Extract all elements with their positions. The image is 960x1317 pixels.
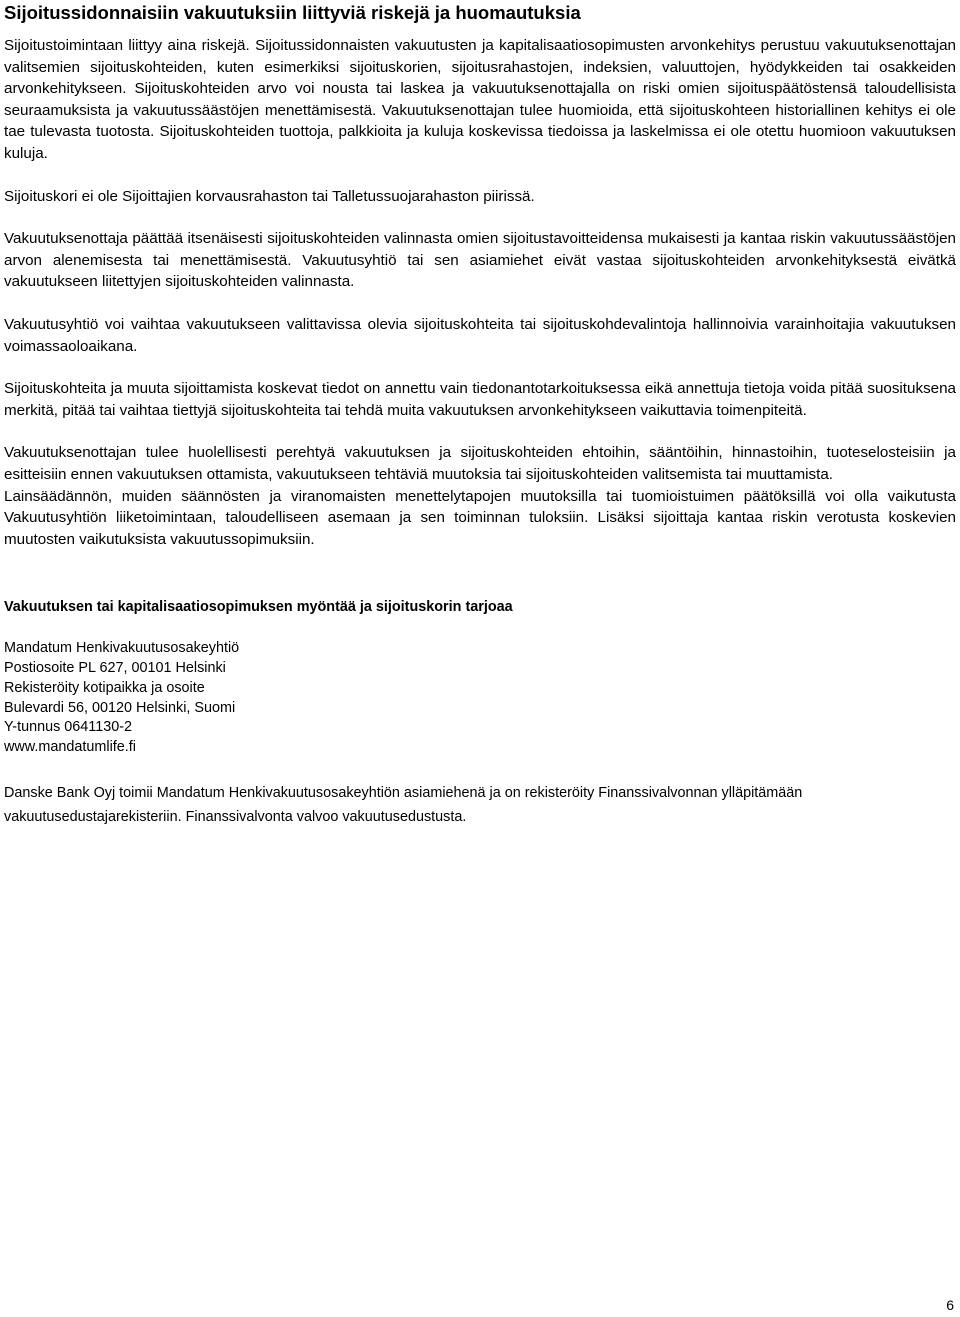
postal-address: Postiosoite PL 627, 00101 Helsinki <box>4 660 226 677</box>
agent-notice: Danske Bank Oyj toimii Mandatum Henkivakuutusosakeyhtiön asiamiehenä ja on rekisteröity Finanssivalvonnan ylläpitämään vakuutusedustajarekisteriin. Finanssivalvonta valvoo vakuutusedustusta. <box>4 785 803 826</box>
paragraph-terms-familiarization: Vakuutuksenottajan tulee huolellisesti perehtyä vakuutuksen ja sijoituskohteiden ehtoihin, sääntöihin, hinnastoihin, tuoteselosteisiin ja esitteisiin ennen vakuutuksen ottamista, vakuutukseen tehtäviä muutoksia tai sijoituskohteiden valitsemista tai muuttamista. <box>4 444 956 483</box>
paragraph-policyholder-decisions: Vakuutuksenottaja päättää itsenäisesti sijoituskohteiden valinnasta omien sijoitustavoitteidensa mukaisesti ja kantaa riskin vakuutussäästöjen arvon alenemisesta tai menettämisestä. Vakuutusyhtiö tai sen asiamiehet eivät vastaa sijoituskohteiden arvonkehityksestä eivätkä vakuutukseen liitettyjen sijoituskohteiden valinnasta. <box>4 230 956 291</box>
paragraph-information-purpose: Sijoituskohteita ja muuta sijoittamista koskevat tiedot on annettu vain tiedonantotarkoituksessa eikä annettuja tietoja voida pitää suosituksena merkitä, pitää tai vaihtaa tiettyjä sijoituskohteita tai tehdä muita vakuutuksen arvonkehitykseen vaikuttavia toimenpiteitä. <box>4 380 956 419</box>
website-link[interactable]: www.mandatumlife.fi <box>4 739 136 756</box>
registered-office-label: Rekisteröity kotipaikka ja osoite <box>4 679 205 696</box>
page-title: Sijoitussidonnaisiin vakuutuksiin liittyviä riskejä ja huomautuksia <box>4 2 581 23</box>
page-number: 6 <box>946 1297 954 1313</box>
company-name: Mandatum Henkivakuutusosakeyhtiö <box>4 640 240 657</box>
paragraph-compensation-fund: Sijoituskori ei ole Sijoittajien korvausrahaston tai Talletussuojarahaston piirissä. <box>4 187 535 205</box>
street-address: Bulevardi 56, 00120 Helsinki, Suomi <box>4 699 236 716</box>
business-id: Y-tunnus 0641130-2 <box>4 719 133 736</box>
paragraph-legislation-changes: Lainsäädännön, muiden säännösten ja viranomaisten menettelytapojen muutoksilla tai tuomioistuimen päätöksillä voi olla vaikutusta Vakuutusyhtiön liiketoimintaan, taloudelliseen asemaan ja sen toiminnan tuloksiin. Lisäksi sijoittaja kantaa riskin verotusta koskevien muutosten vaikutuksista vakuutussopimuksiin. <box>4 487 956 548</box>
paragraph-fund-changes: Vakuutusyhtiö voi vaihtaa vakuutukseen valittavissa olevia sijoituskohteita tai sijoituskohdevalintoja hallinnoivia varainhoitajia vakuutuksen voimassaoloaikana. <box>4 315 956 355</box>
issuer-heading: Vakuutuksen tai kapitalisaatiosopimuksen myöntää ja sijoituskorin tarjoaa <box>4 599 513 616</box>
paragraph-investment-risks: Sijoitustoimintaan liittyy aina riskejä. Sijoitussidonnaisten vakuutusten ja kapitalisaatiosopimusten arvonkehitys perustuu vakuutuksenottajan valitsemien sijoituskohteiden, kuten esimerkiksi sijoituskorien, sijoitusrahastojen, indeksien, valuuttojen, hyödykkeiden tai osakkeiden arvonkehitykseen. Sijoituskohteiden arvo voi nousta tai laskea ja vakuutuksenottajalla on riski omien sijoituspäätöstensä taloudellisista seuraamuksista ja vakuutussäästöjen menettämisestä. Vakuutuksenottajan tulee huomioida, että sijoituskohteen historiallinen kehitys ei ole tae tulevasta tuotosta. Sijoituskohteiden tuottoja, palkkioita ja kuluja koskevissa tiedoissa ja laskelmissa ei ole otettu huomioon vakuutuksen kuluja. <box>4 37 956 162</box>
company-address-block <box>4 639 956 758</box>
document-page <box>4 0 956 843</box>
